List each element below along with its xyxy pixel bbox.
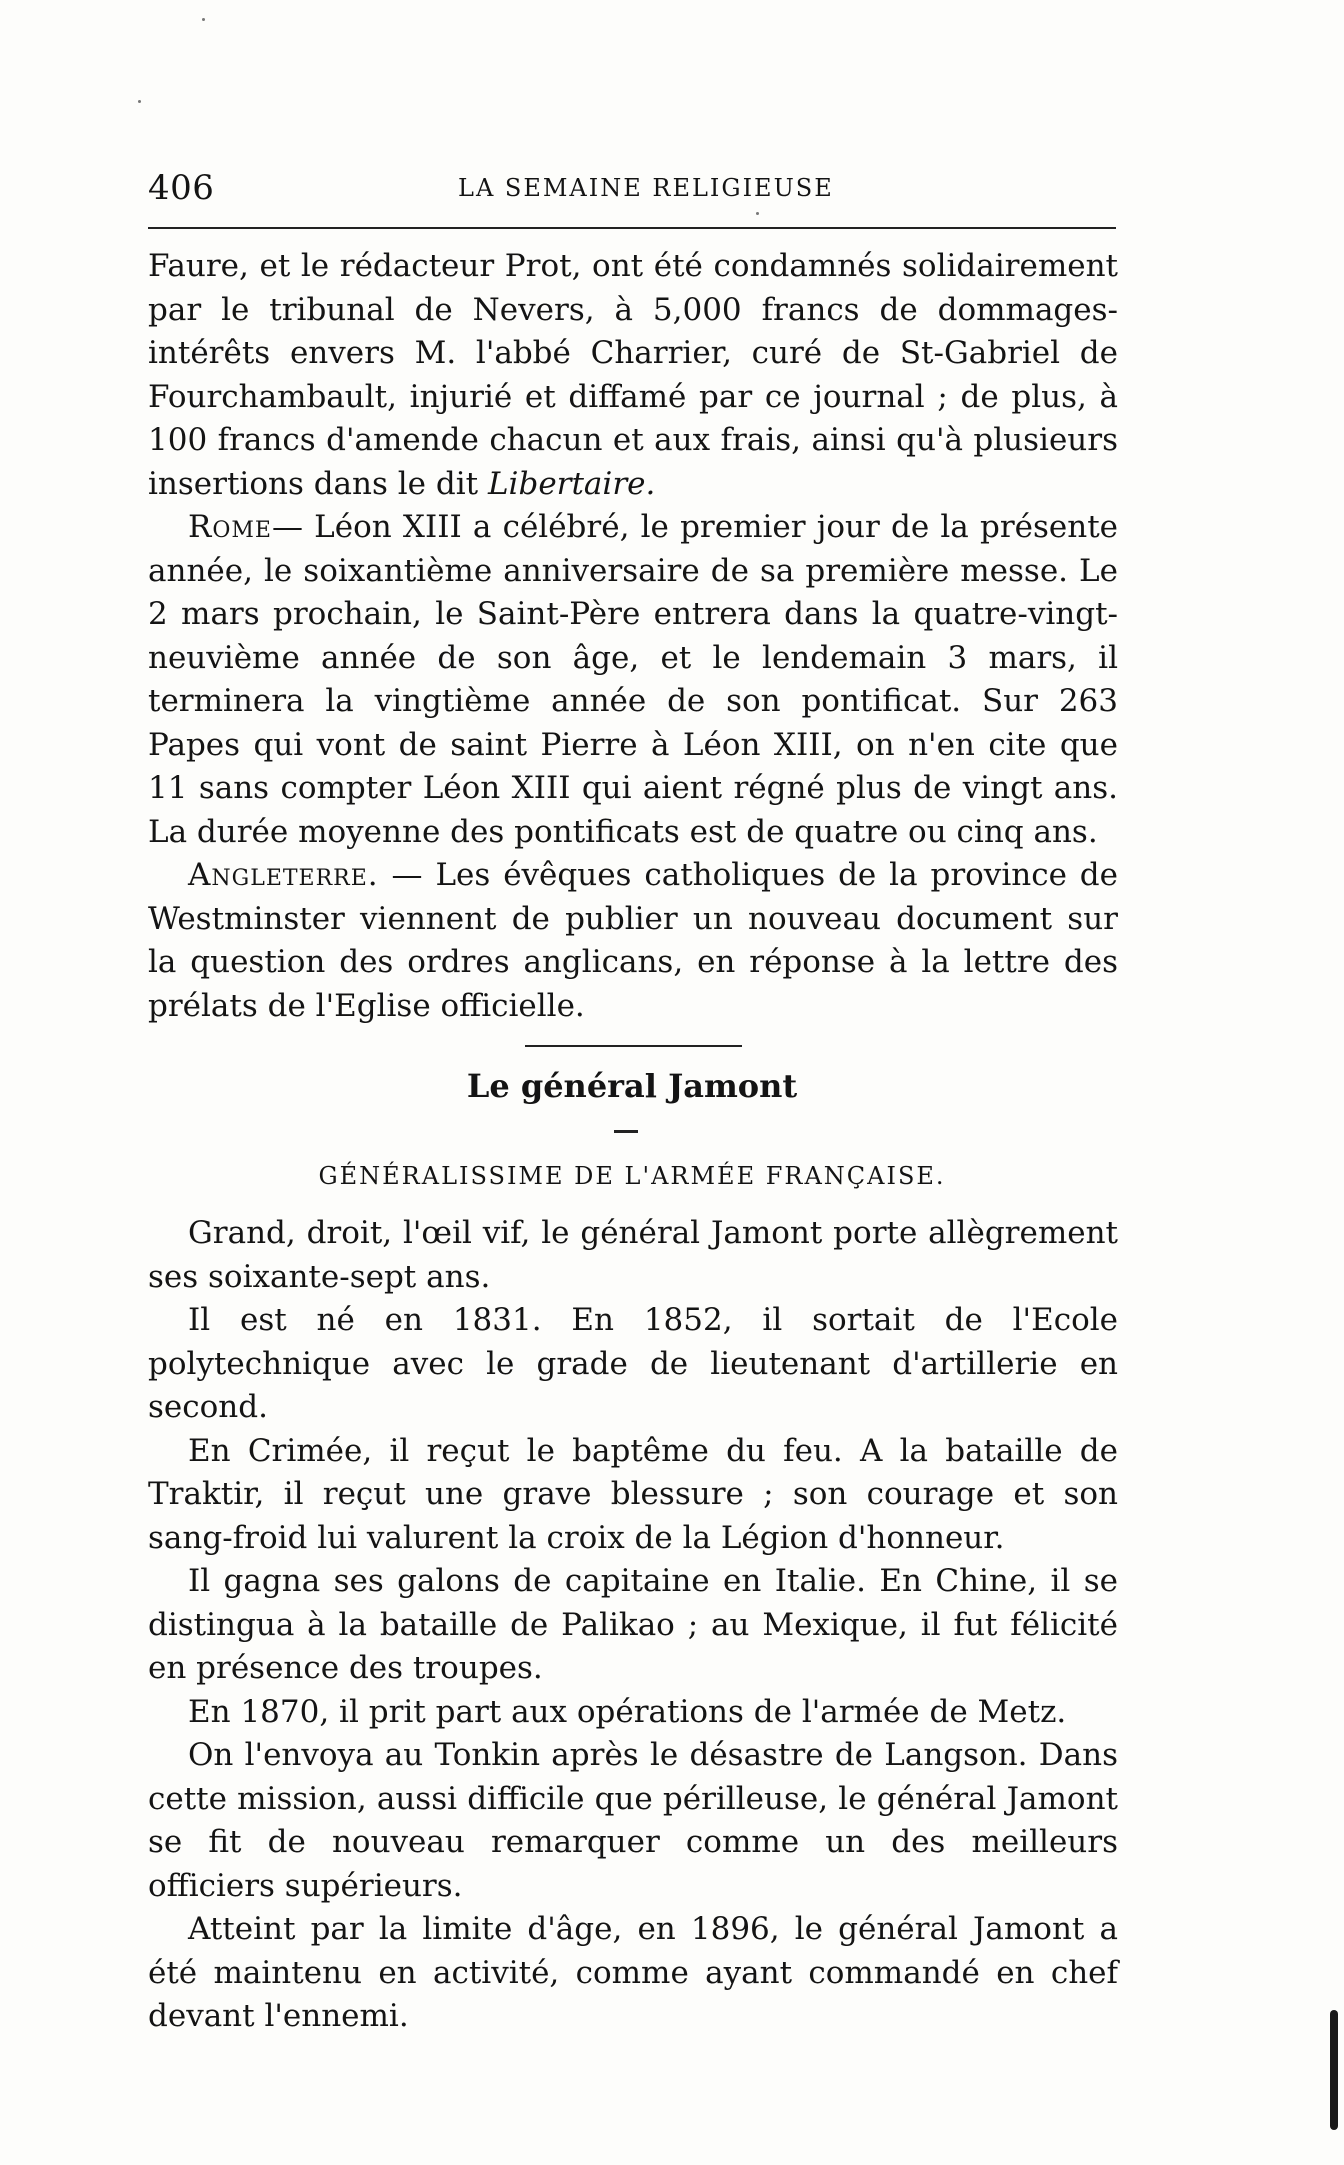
page-header bbox=[148, 168, 1116, 208]
title-rule bbox=[525, 1045, 742, 1047]
paragraph-rome bbox=[148, 506, 1118, 854]
article-title: Le général Jamont bbox=[466, 1067, 798, 1105]
article-paragraph: En Crimée, il reçut le baptême du feu. A la bataille de Traktir, il reçut une grave blessure ; son courage et son sang-froid lui valurent la croix de la Légion d'honneur. bbox=[148, 1432, 1118, 1556]
article-paragraph: Il gagna ses galons de capitaine en Italie. En Chine, il se distingua à la bataille de Palikao ; au Mexique, il fut félicité en présence des troupes. bbox=[148, 1563, 1118, 1686]
journal-name: Libertaire. bbox=[487, 465, 656, 502]
article-paragraph: Il est né en 1831. En 1852, il sortait de l'Ecole polytechnique avec le grade de lieutenant d'artillerie en second. bbox=[148, 1302, 1118, 1425]
article-body bbox=[148, 1212, 1118, 2039]
paragraph-text: — Les évêques catholiques de la province de Westminster viennent de publier un nouveau document sur la question des ordres anglicans, en réponse à la lettre des prélats de l'Eglise officielle. bbox=[148, 857, 1118, 1024]
page-number: 406 bbox=[148, 168, 215, 208]
scan-speck bbox=[138, 100, 141, 103]
section-lead-angleterre: Angleterre. bbox=[188, 857, 379, 893]
paragraph-faure bbox=[148, 245, 1118, 506]
article-subtitle: GÉNÉRALISSIME DE L'ARMÉE FRANÇAISE. bbox=[318, 1162, 946, 1190]
article-paragraph: Atteint par la limite d'âge, en 1896, le général Jamont a été maintenu en activité, comme ayant commandé en chef devant l'ennemi. bbox=[148, 1911, 1118, 2034]
header-rule bbox=[148, 227, 1116, 229]
scan-speck bbox=[756, 212, 759, 215]
paragraph-angleterre bbox=[148, 854, 1118, 1028]
section-lead-rome: Rome bbox=[188, 509, 272, 545]
article-paragraph: Grand, droit, l'œil vif, le général Jamont porte allègrement ses soixante-sept ans. bbox=[148, 1215, 1118, 1295]
title-dash bbox=[614, 1130, 638, 1133]
scan-speck bbox=[202, 18, 205, 21]
article-paragraph: On l'envoya au Tonkin après le désastre de Langson. Dans cette mission, aussi difficile que périlleuse, le général Jamont se fit de nouveau remarquer comme un des meilleurs officiers supérieurs. bbox=[148, 1737, 1118, 1904]
paragraph-text: — Léon XIII a célébré, le premier jour de la présente année, le soixantième anniversaire de sa première messe. Le 2 mars prochain, le Saint-Père entrera dans la quatre-vingt-neuvième année de son âge, et le lendemain 3 mars, il terminera la vingtième année de son pontificat. Sur 263 Papes qui vont de saint Pierre à Léon XIII, on n'en cite que 11 sans compter Léon XIII qui aient régné plus de vingt ans. La durée moyenne des pontificats est de quatre ou cinq ans. bbox=[148, 509, 1118, 850]
paragraph-text: Faure, et le rédacteur Prot, ont été condamnés solidairement par le tribunal de Nevers, à 5,000 francs de dommages-intérêts envers M. l'abbé Charrier, curé de St-Gabriel de Fourchambault, injurié et diffamé par ce journal ; de plus, à 100 francs d'amende chacun et aux frais, ainsi qu'à plusieurs insertions dans le dit bbox=[148, 248, 1118, 502]
article-paragraph: En 1870, il prit part aux opérations de l'armée de Metz. bbox=[188, 1693, 1067, 1730]
running-title: LA SEMAINE RELIGIEUSE bbox=[458, 174, 834, 202]
scan-edge-mark bbox=[1330, 2010, 1338, 2130]
news-briefs bbox=[148, 245, 1118, 1028]
